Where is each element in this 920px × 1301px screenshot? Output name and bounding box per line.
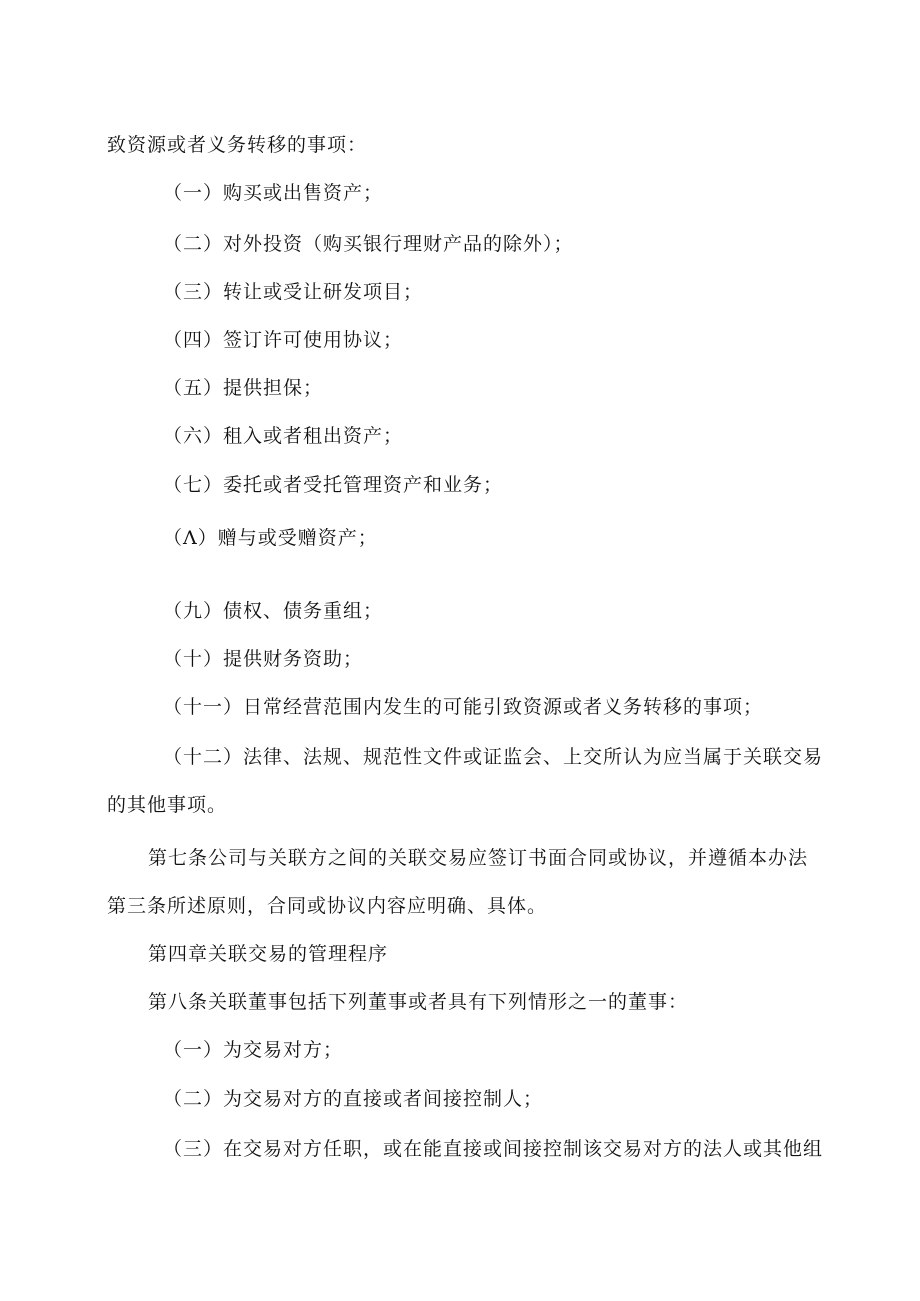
list-item-9: （九）债权、债务重组； (163, 600, 384, 622)
article-8-item-3: （三）在交易对方任职，或在能直接或间接控制该交易对方的法人或其他组 (163, 1138, 824, 1160)
list-item-12-continuation: 的其他事项。 (107, 794, 228, 816)
article-8-intro: 第八条关联董事包括下列董事或者具有下列情形之一的董事： (148, 991, 689, 1013)
list-item-10: （十）提供财务资助； (163, 648, 364, 670)
list-item-1: （一）购买或出售资产； (163, 182, 384, 204)
chapter-4-heading: 第四章关联交易的管理程序 (148, 943, 389, 965)
list-item-3: （三）转让或受让研发项目； (163, 281, 424, 303)
article-7-line-2: 第三条所述原则，合同或协议内容应明确、具体。 (107, 895, 548, 917)
article-8-item-1: （一）为交易对方； (163, 1039, 344, 1061)
list-item-7: （七）委托或者受托管理资产和业务； (163, 474, 504, 496)
list-item-2: （二）对外投资（购买银行理财产品的除外）； (163, 233, 574, 255)
list-item-4: （四）签订许可使用协议； (163, 329, 404, 351)
text-line-continuation: 致资源或者义务转移的事项： (107, 134, 368, 156)
list-item-6: （六）租入或者租出资产； (163, 425, 404, 447)
list-item-5: （五）提供担保； (163, 377, 324, 399)
list-item-12: （十二）法律、法规、规范性文件或证监会、上交所认为应当属于关联交易 (163, 746, 824, 768)
article-7-line-1: 第七条公司与关联方之间的关联交易应签订书面合同或协议，并遵循本办法 (148, 847, 809, 869)
list-item-8: （Λ）赠与或受赠资产； (163, 527, 378, 549)
list-item-11: （十一）日常经营范围内发生的可能引致资源或者义务转移的事项； (163, 696, 764, 718)
article-8-item-2: （二）为交易对方的直接或者间接控制人； (163, 1088, 544, 1110)
